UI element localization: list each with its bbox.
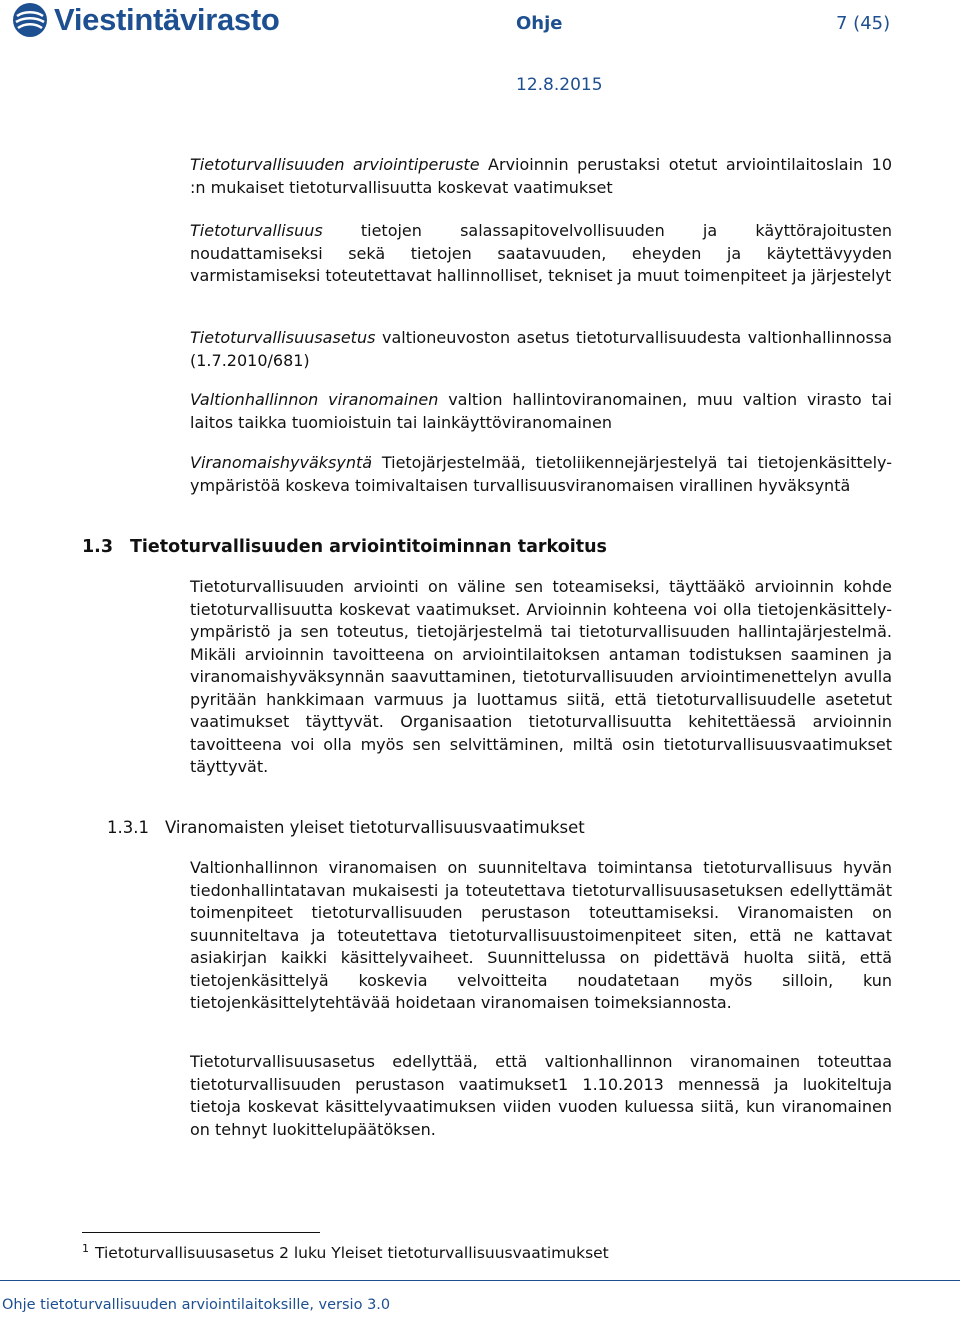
page-number: 7 (45) bbox=[836, 13, 891, 34]
definition-text: tietojen salassapitovelvollisuuden ja käyttörajoitusten noudattamiseksi sekä tietojen saatavuuden, eheyden ja käytettävyyden varmistamiseksi toteutettavat hallinnolliset, tekniset ja muut toimenpiteet ja järjestelyt bbox=[190, 221, 892, 285]
definition-text: valtioneuvoston asetus tietoturvallisuudesta valtionhallinnossa (1.7.2010/681) bbox=[190, 328, 892, 370]
definition-term: Viranomaishyväksyntä bbox=[190, 453, 373, 472]
subsection-paragraph-2: Tietoturvallisuusasetus edellyttää, että valtionhallinnon viranomainen toteuttaa tietoturvallisuuden perustason vaatimukset1 1.10.2013 mennessä ja luokiteltuja tietoja koskevat käsittelyvaatimuksen viiden vuoden kuluessa siitä, kun viranomainen on tehnyt luokittelupäätöksen. bbox=[190, 1052, 892, 1139]
subsection-title: Viranomaisten yleiset tietoturvallisuusvaatimukset bbox=[165, 818, 585, 837]
subsection-heading bbox=[107, 818, 585, 837]
section-number: 1.3 bbox=[82, 537, 114, 557]
section-title: Tietoturvallisuuden arviointitoiminnan tarkoitus bbox=[130, 537, 607, 557]
definition-arviointiperuste bbox=[190, 154, 892, 199]
footer-text: Ohje tietoturvallisuuden arviointilaitoksille, versio 3.0 bbox=[2, 1297, 391, 1313]
logo-text: Viestintävirasto bbox=[54, 2, 280, 37]
definition-term: Tietoturvallisuusasetus bbox=[190, 328, 376, 347]
footer-divider bbox=[0, 1280, 960, 1281]
footnote-marker: 1 bbox=[82, 1242, 89, 1255]
definition-text: Tietojärjestelmää, tietoliikennejärjestelyä tai tietojenkäsittely-ympäristöä koskeva toimivaltaisen turvallisuusviranomaisen virallinen hyväksyntä bbox=[190, 453, 892, 495]
document-type: Ohje bbox=[516, 13, 563, 34]
definition-term: Tietoturvallisuus bbox=[190, 221, 323, 240]
definition-valtionhallinnon-viranomainen bbox=[190, 389, 892, 434]
footnote-text: Tietoturvallisuusasetus 2 luku Yleiset tietoturvallisuusvaatimukset bbox=[95, 1244, 609, 1262]
section-paragraph: Tietoturvallisuuden arviointi on väline sen toteamiseksi, täyttääkö arvioinnin kohde tietoturvallisuutta koskevat vaatimukset. Arvioinnin kohteena voi olla tietojenkäsittely-ympäristö ja sen toteutus, tietojärjestelmä tai tietoturvallisuuden hallintajärjestelmä. Mikäli arvioinnin tavoitteena on arviointilaitoksen antaman todistuksen saaminen ja viranomaishyväksynnän saavuttaminen, tietoturvallisuuden arviointimenettelyn avulla pyritään hankkimaan varmuus ja luottamus siitä, että tietoturvallisuudelle asetetut vaatimukset täyttyvät. Organisaation tietoturvallisuutta kehitettäessä arvioinnin tavoitteena voi olla myös sen selvittäminen, miltä osin tietoturvallisuusvaatimukset täyttyvät. bbox=[190, 577, 892, 776]
definition-tietoturvallisuusasetus bbox=[190, 327, 892, 372]
section-heading bbox=[82, 537, 607, 557]
definition-term: Tietoturvallisuuden arviointiperuste bbox=[190, 155, 480, 174]
subsection-number: 1.3.1 bbox=[107, 818, 149, 837]
definition-text: Arvioinnin perustaksi otetut arviointilaitoslain 10 :n mukaiset tietoturvallisuutta koskevat vaatimukset bbox=[190, 155, 892, 197]
footnote bbox=[82, 1242, 609, 1262]
document-date: 12.8.2015 bbox=[516, 75, 603, 95]
definition-viranomaishyvaksynta bbox=[190, 452, 892, 497]
subsection-paragraph-1: Valtionhallinnon viranomaisen on suunniteltava toimintansa tietoturvallisuus hyvän tiedonhallintatavan mukaisesti ja toteutettava tietoturvallisuusasetuksen edellyttämät toimenpiteet tietoturvallisuuden perustason toteuttamiseksi. Viranomaisten on suunniteltava ja toteutettava tietoturvallisuustoimenpiteet siten, että ne kattavat asiakirjan kaikki käsittelyvaiheet. Suunnittelussa on pidettävä huolta siitä, että tietojenkäsittelyä koskevia velvoitteita noudatetaan myös silloin, kun tietojenkäsittelytehtävää hoidetaan viranomaisen toimeksiannosta. bbox=[190, 858, 892, 1012]
viestintavirasto-globe-icon bbox=[12, 2, 48, 38]
logo bbox=[12, 2, 280, 38]
definition-tietoturvallisuus bbox=[190, 220, 892, 288]
footnote-divider bbox=[82, 1232, 320, 1233]
definition-term: Valtionhallinnon viranomainen bbox=[190, 390, 439, 409]
definition-text: valtion hallintoviranomainen, muu valtion virasto tai laitos taikka tuomioistuin tai lainkäyttöviranomainen bbox=[190, 390, 893, 432]
